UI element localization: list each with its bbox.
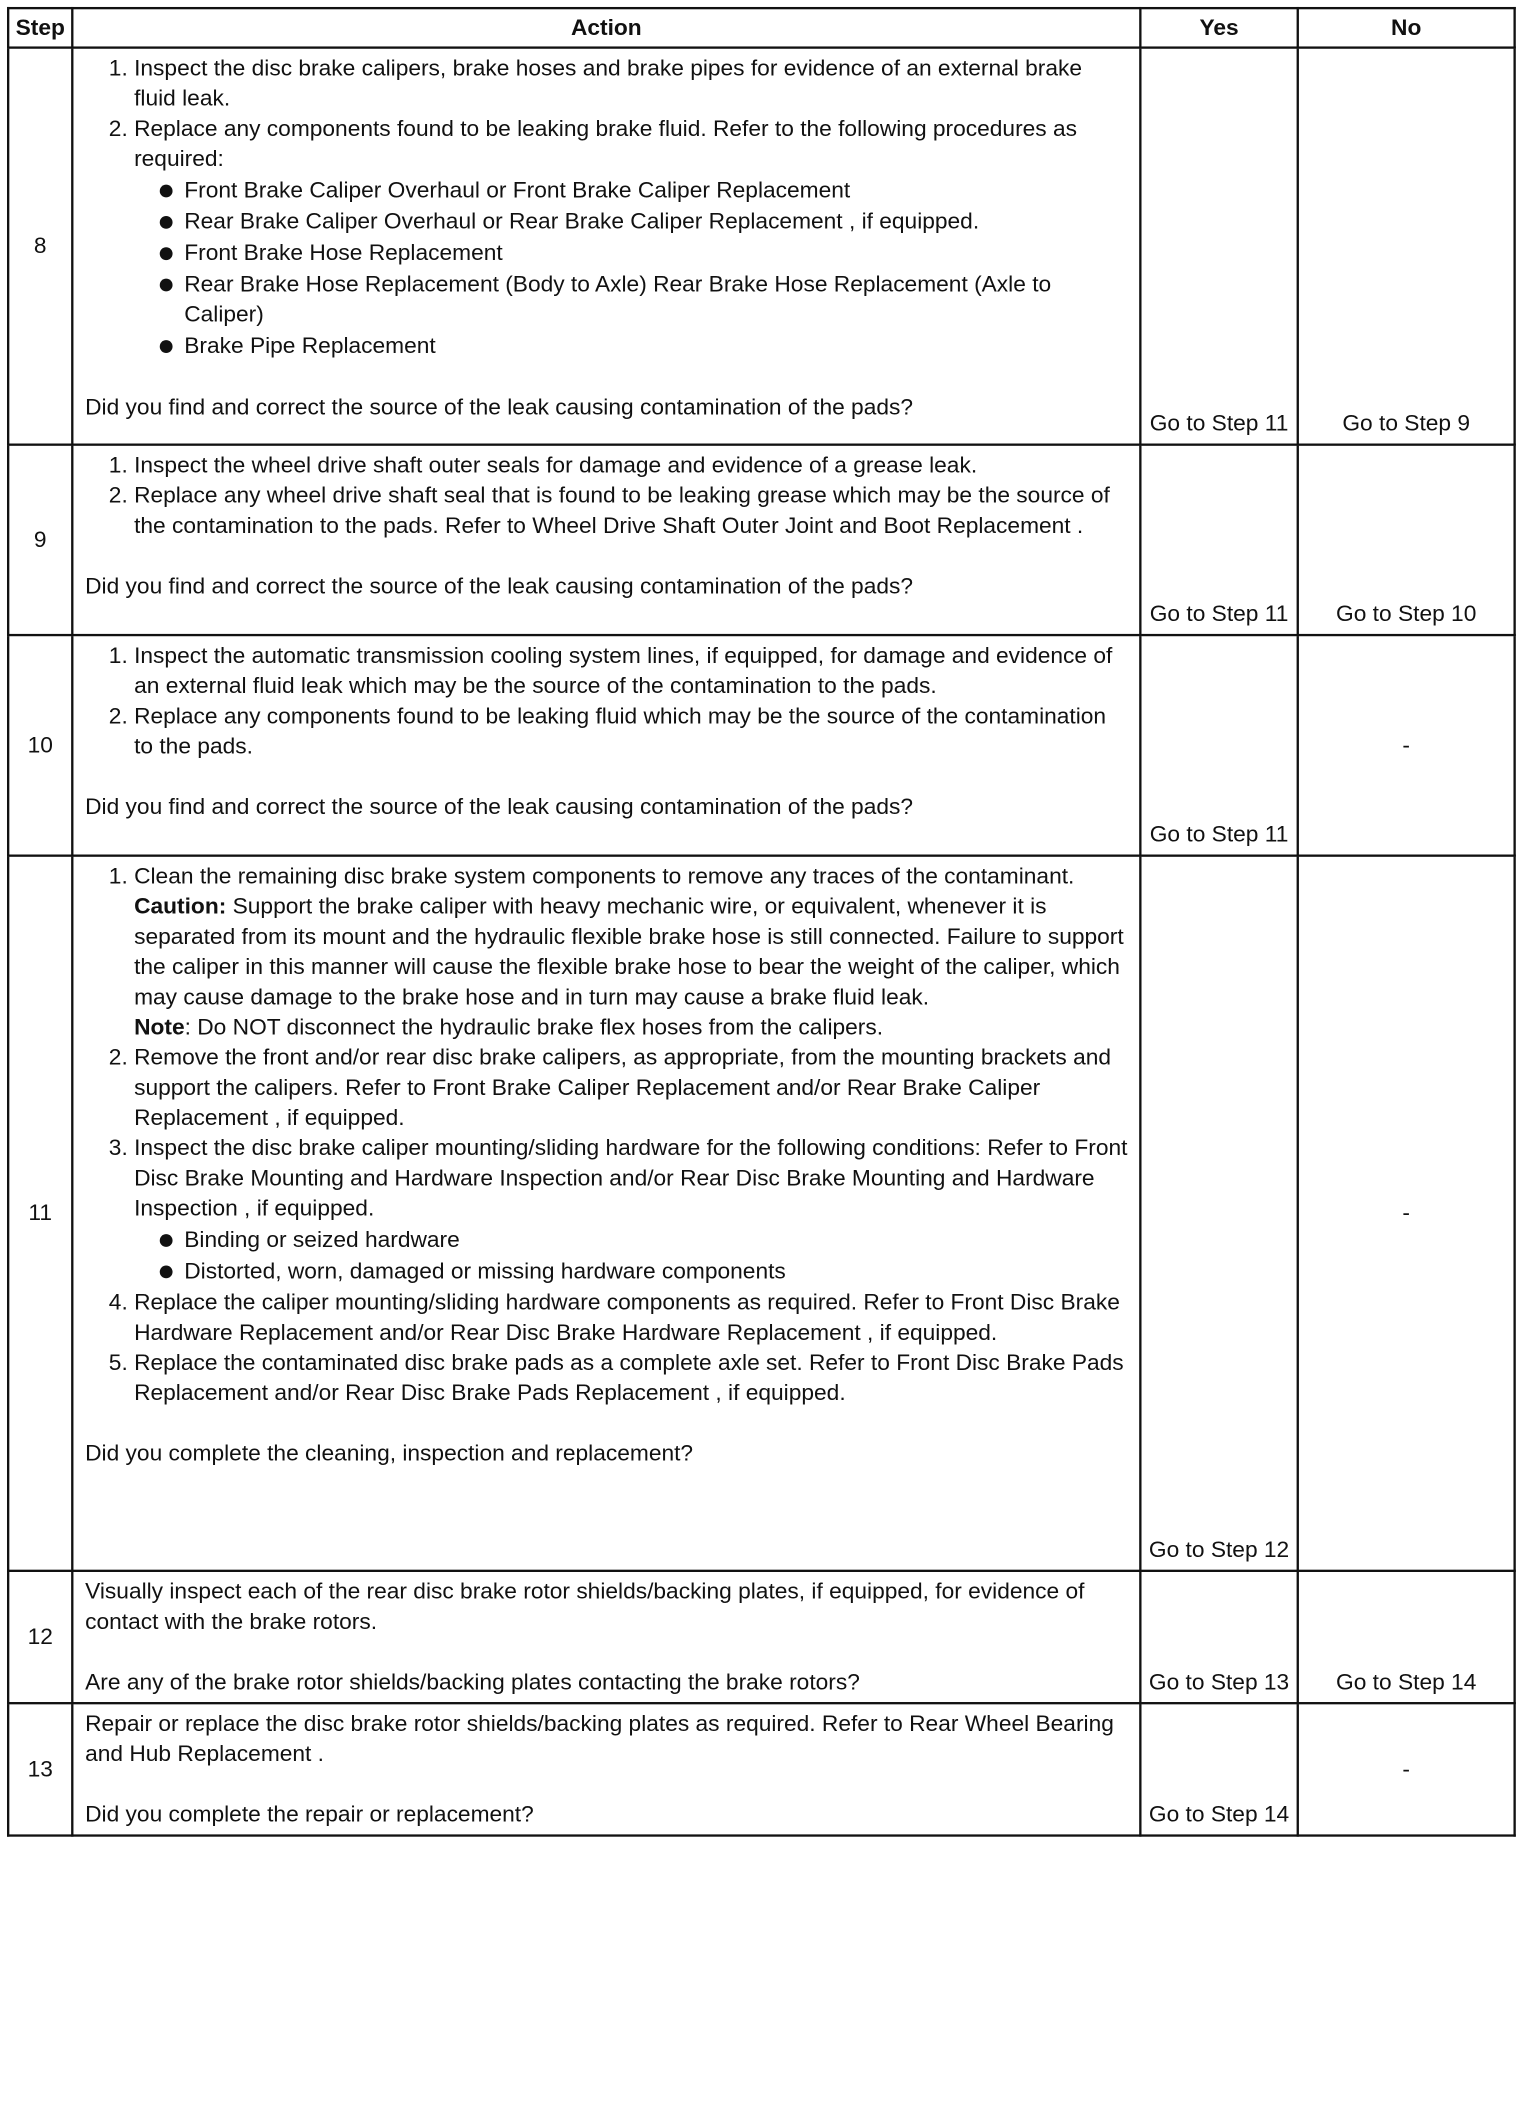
question-text: Did you complete the cleaning, inspection and replacement? [85,1440,694,1467]
step-number: 9 [8,445,72,635]
question-text: Did you find and correct the source of the leak causing contamination of the pads? [85,573,914,600]
note-label: Note [134,1014,185,1041]
step-number: 12 [8,1571,72,1703]
procedure-item: 2. Replace any components found to be leaking brake fluid. Refer to the following procedures as required: Front Brake Caliper Overhaul or Front Brake Caliper Replacement Rear Brake Caliper Overhaul or Rear Brake Caliper Replacement , if equipped. Front Brake Hose Replacement Rear Brake Hose Replacement (Body to Axle) Rear Brake Hose Replacement (Axle to Caliper) Brake Pipe Replacement [134,114,1130,361]
bullet-list [134,1225,1130,1287]
no-cell: - [1298,856,1515,1571]
procedure-item: 2. Replace any wheel drive shaft seal that is found to be leaking grease which may be the source of the contamination to the pads. Refer to Wheel Drive Shaft Outer Joint and Boot Replacement . [134,481,1130,541]
action-cell [72,856,1140,1571]
table-row-step-12 [8,1571,1514,1703]
procedure-list [85,53,1130,361]
no-cell: - [1298,635,1515,856]
bullet-item: Rear Brake Caliper Overhaul or Rear Brake Caliper Replacement , if equipped. [160,207,1130,237]
procedure-item: 4. Replace the caliper mounting/sliding hardware components as required. Refer to Front Disc Brake Hardware Replacement and/or Rear Disc Brake Hardware Replacement , if equipped. [134,1288,1130,1348]
table-row-step-9 [8,445,1514,635]
bullet-item: Front Brake Hose Replacement [160,238,1130,268]
procedure-item: 1. Inspect the wheel drive shaft outer seals for damage and evidence of a grease leak. [134,450,1130,480]
bullet-item: Brake Pipe Replacement [160,331,1130,361]
header-no: No [1298,8,1515,47]
table-row-step-11 [8,856,1514,1571]
step-number: 11 [8,856,72,1571]
no-cell: Go to Step 14 [1298,1571,1515,1703]
no-cell: - [1298,1703,1515,1835]
yes-cell: Go to Step 11 [1140,48,1297,445]
bullet-list [134,175,1130,361]
bullet-item: Binding or seized hardware [160,1225,1130,1255]
no-cell: Go to Step 9 [1298,48,1515,445]
bullet-item: Distorted, worn, damaged or missing hardware components [160,1256,1130,1286]
yes-cell: Go to Step 11 [1140,445,1297,635]
header-step: Step [8,8,72,47]
instruction-text: Visually inspect each of the rear disc brake rotor shields/backing plates, if equipped, for evidence of contact with the brake rotors. [85,1578,1085,1635]
table-row-step-8 [8,48,1514,445]
caution-text: Caution: Support the brake caliper with heavy mechanic wire, or equivalent, whenever it is separated from its mount and the hydraulic flexible brake hose is still connected. Failure to support the caliper in this manner will cause the flexible brake hose to bear the weight of the caliper, which may cause damage to the brake hose and in turn may cause a brake fluid leak. [134,893,1124,1011]
yes-cell: Go to Step 11 [1140,635,1297,856]
diagnostic-table [7,7,1516,1837]
bullet-item: Front Brake Caliper Overhaul or Front Brake Caliper Replacement [160,175,1130,205]
procedure-list [85,641,1130,762]
procedure-list [85,861,1130,1408]
action-cell [72,1703,1140,1835]
table-row-step-13 [8,1703,1514,1835]
question-text: Did you complete the repair or replacement? [85,1801,534,1828]
bullet-item: Rear Brake Hose Replacement (Body to Axle) Rear Brake Hose Replacement (Axle to Caliper) [160,269,1130,329]
procedure-item: 1. Inspect the automatic transmission cooling system lines, if equipped, for damage and evidence of an external fluid leak which may be the source of the contamination to the pads. [134,641,1130,701]
yes-cell: Go to Step 13 [1140,1571,1297,1703]
header-yes: Yes [1140,8,1297,47]
procedure-item: 3. Inspect the disc brake caliper mounting/sliding hardware for the following conditions: Refer to Front Disc Brake Mounting and Hardware Inspection and/or Rear Disc Brake Mounting and Hardware Inspection , if equipped. Binding or seized hardware Distorted, worn, damaged or missing hardware components [134,1133,1130,1286]
procedure-item: 5. Replace the contaminated disc brake pads as a complete axle set. Refer to Front Disc Brake Pads Replacement and/or Rear Disc Brake Pads Replacement , if equipped. [134,1348,1130,1408]
header-row [8,8,1514,47]
action-cell [72,635,1140,856]
no-cell: Go to Step 10 [1298,445,1515,635]
question-text: Are any of the brake rotor shields/backing plates contacting the brake rotors? [85,1669,860,1696]
question-text: Did you find and correct the source of the leak causing contamination of the pads? [85,794,914,820]
procedure-list [85,450,1130,541]
action-cell [72,445,1140,635]
procedure-item: 2. Remove the front and/or rear disc brake calipers, as appropriate, from the mounting brackets and support the calipers. Refer to Front Brake Caliper Replacement and/or Rear Brake Caliper Replacement , if equipped. [134,1043,1130,1134]
step-number: 13 [8,1703,72,1835]
procedure-item: 2. Replace any components found to be leaking fluid which may be the source of the contamination to the pads. [134,701,1130,761]
yes-cell: Go to Step 12 [1140,856,1297,1571]
header-action: Action [72,8,1140,47]
yes-cell: Go to Step 14 [1140,1703,1297,1835]
procedure-item: 1. Inspect the disc brake calipers, brake hoses and brake pipes for evidence of an external brake fluid leak. [134,53,1130,113]
action-cell [72,48,1140,445]
question-text: Did you find and correct the source of the leak causing contamination of the pads? [85,394,914,421]
table-row-step-10 [8,635,1514,856]
note-text: Note: Do NOT disconnect the hydraulic brake flex hoses from the calipers. [134,1014,884,1041]
caution-label: Caution: [134,893,227,920]
instruction-text: Repair or replace the disc brake rotor shields/backing plates as required. Refer to Rear Wheel Bearing and Hub Replacement . [85,1711,1114,1768]
action-cell [72,1571,1140,1703]
step-number: 10 [8,635,72,856]
step-number: 8 [8,48,72,445]
procedure-item: 1. Clean the remaining disc brake system components to remove any traces of the contaminant. Caution: Support the brake caliper with heavy mechanic wire, or equivalent, whenever it is separated from its mount and the hydraulic flexible brake hose is still connected. Failure to support the caliper in this manner will cause the flexible brake hose to bear the weight of the caliper, which may cause damage to the brake hose and in turn may cause a brake fluid leak. Note: Do NOT disconnect the hydraulic brake flex hoses from the calipers. [134,861,1130,1042]
